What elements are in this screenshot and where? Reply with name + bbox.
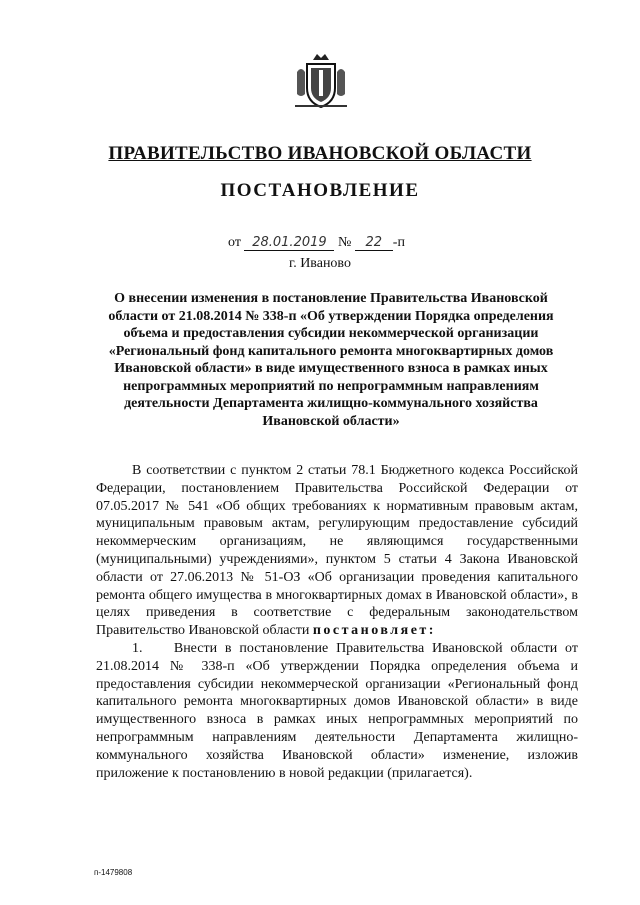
handwritten-date: 28.01.2019	[244, 235, 334, 251]
handwritten-number: 22	[355, 235, 393, 251]
city-name: г. Иваново	[289, 256, 351, 271]
paragraph-1	[96, 462, 578, 640]
document-type: ПОСТАНОВЛЕНИЕ	[220, 180, 420, 201]
coat-of-arms-emblem	[293, 50, 349, 110]
date-number-line	[228, 235, 405, 251]
paragraph-2: 1. Внести в постановление Правительства Ивановской области от 21.08.2014 № 338-п «Об утверждении Порядка определения объема и предоставления субсидии некоммерческой организации «Региональный фонд капитального ремонта многоквартирных домов Ивановской области» в виде имущественного взноса в рамках иных непрограммных мероприятий по непрограммным направлениям деятельности Департамента жилищно-коммунального хозяйства Ивановской области» изменение, изложив приложение к постановлению в новой редакции (прилагается).	[96, 640, 578, 781]
footer-code: п-1479808	[94, 868, 133, 877]
paragraph-1-text: В соответствии с пунктом 2 статьи 78.1 Бюджетного кодекса Российской Федерации, постановлением Правительства Российской Федерации от 07.05.2017 № 541 «Об общих требованиях к нормативным правовым актам, муниципальным правовым актам, регулирующим предоставление субсидий некоммерческим организациям, не являющимся государственными (муниципальными) учреждениями», пунктом 5 статьи 4 Закона Ивановской области от 27.06.2013 № 51-ОЗ «Об организации проведения капитального ремонта общего имущества в многоквартирных домах в Ивановской области», в целях приведения в соответствие с федеральным законодательством Правительство Ивановской области	[96, 463, 578, 639]
document-body	[96, 462, 578, 782]
resolves-word: постановляет:	[312, 623, 436, 639]
government-title: ПРАВИТЕЛЬСТВО ИВАНОВСКОЙ ОБЛАСТИ	[108, 143, 532, 164]
number-sign: №	[337, 235, 352, 250]
document-heading: О внесении изменения в постановление Правительства Ивановской области от 21.08.2014 № 338-п «Об утверждении Порядка определения объема и предоставления субсидии некоммерческой организации «Региональный фонд капитального ремонта многоквартирных домов Ивановской области» в виде имущественного взноса в рамках иных непрограммных мероприятий по непрограммным направлениям деятельности Департамента жилищно-коммунального хозяйства Ивановской области»	[108, 291, 554, 429]
number-suffix: -п	[392, 235, 405, 250]
date-prefix: от	[228, 235, 241, 250]
